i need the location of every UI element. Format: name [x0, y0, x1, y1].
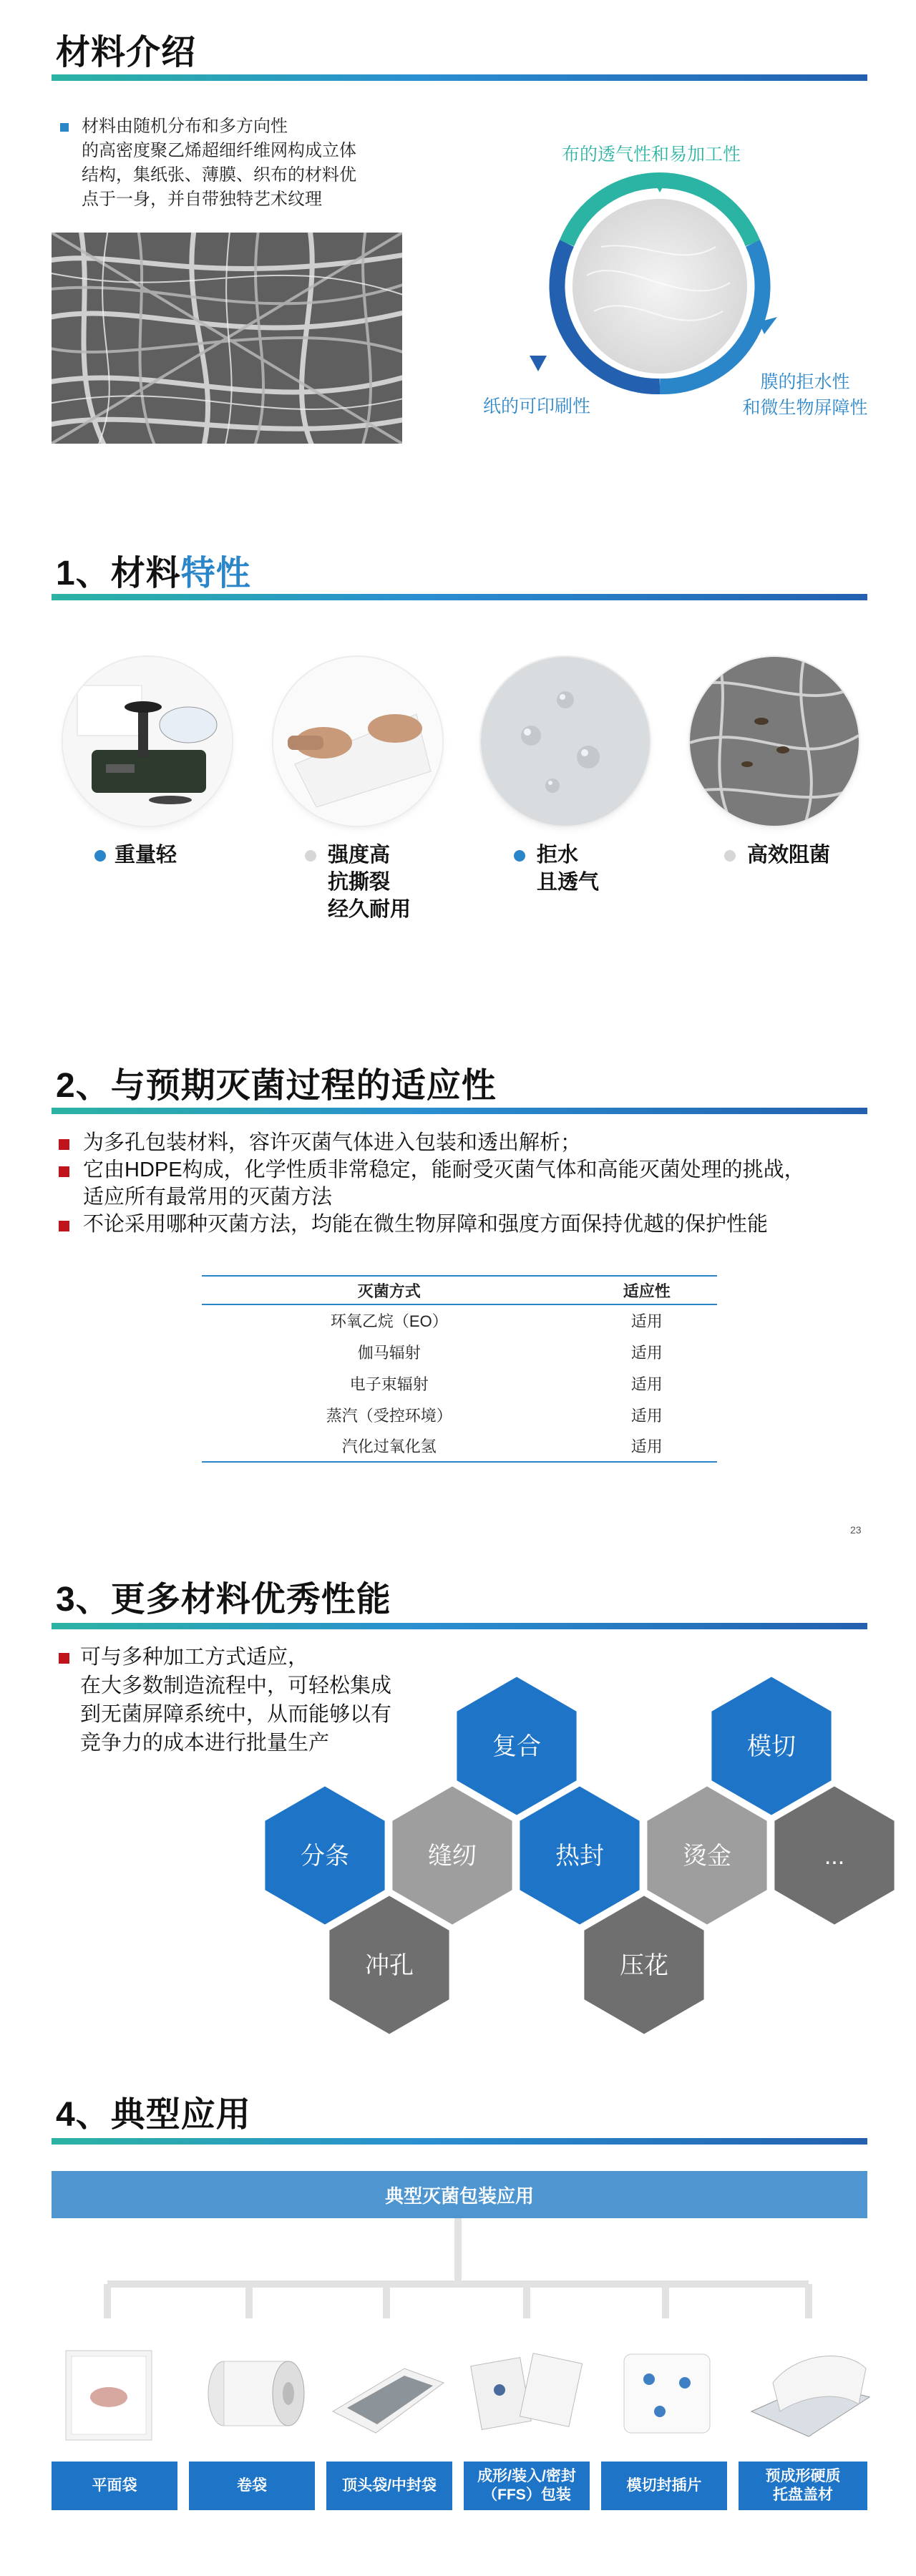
table-cell-method: 蒸汽（受控环境） [326, 1406, 452, 1425]
feature-label-4: 高效阻菌 [747, 844, 831, 867]
bullet-3 [59, 1221, 69, 1231]
intro-title: 材料介绍 [56, 34, 197, 72]
table-header-method: 灭菌方式 [202, 1276, 577, 1304]
app-button-header-bag[interactable]: 顶头袋/中封袋 [326, 2462, 452, 2510]
app-button-die-cut-lid[interactable]: 模切封插片 [601, 2462, 727, 2510]
product-image-ffs-pack [465, 2340, 587, 2447]
hex-label: 冲孔 [365, 1952, 414, 1979]
table-cell-suitability: 适用 [630, 1375, 663, 1393]
table-cell-suitability: 适用 [630, 1343, 663, 1362]
applications-title-rule [52, 2138, 867, 2145]
performance-title-rule [52, 1623, 867, 1629]
circle-label-top: 布的透气性和易加工性 [561, 145, 741, 165]
feature-dot-1 [94, 850, 106, 862]
sterilization-point-2: 它由HDPE构成，化学性质非常稳定，能耐受灭菌气体和高能灭菌处理的挑战， [83, 1158, 805, 1181]
features-title [56, 545, 251, 595]
product-image-header-bag [326, 2340, 447, 2447]
product-image-rigid-tray-lid [744, 2340, 873, 2447]
table-header-suitability: 适应性 [577, 1276, 717, 1304]
app-button-roll-pouch[interactable]: 卷袋 [189, 2462, 315, 2510]
product-image-roll [192, 2340, 306, 2447]
hex-label: 模切 [747, 1733, 796, 1760]
intro-bullet [60, 123, 69, 132]
hex-label: 缝纫 [428, 1843, 477, 1870]
table-cell-suitability: 适用 [630, 1312, 663, 1330]
features-title-rule [52, 594, 867, 600]
features-title-prefix: 1、材料 [56, 555, 181, 592]
app-button-flat-pouch[interactable]: 平面袋 [52, 2462, 177, 2510]
applications-connector-lines [0, 2218, 916, 2347]
circle-label-right: 膜的拒水性 和微生物屏障性 [742, 372, 868, 418]
table-cell-suitability: 适用 [630, 1406, 663, 1425]
table-row [202, 1304, 717, 1336]
hex-label: 复合 [492, 1733, 541, 1760]
intro-title-rule [52, 74, 867, 81]
feature-dot-4 [724, 850, 736, 862]
feature-image-water-drops [481, 657, 650, 826]
table-cell-method: 汽化过氧化氢 [202, 1430, 577, 1462]
table-row [202, 1430, 717, 1462]
product-image-die-cut-lid [610, 2340, 724, 2447]
feature-label-3: 拒水 且透气 [537, 844, 600, 894]
page-number: 23 [850, 1524, 862, 1536]
hex-label: ... [824, 1843, 845, 1870]
feature-image-tear [273, 657, 442, 826]
sterilization-table [202, 1275, 717, 1463]
performance-description: 可与多种加工方式适应， 在大多数制造流程中，可轻松集成 到无菌屏障系统中，从而能够以有 竞争力的成本进行批量生产 [80, 1646, 392, 1755]
table-row [202, 1399, 717, 1430]
intro-description: 材料由随机分布和多方向性 的高密度聚乙烯超细纤维网构成立体 结构，集纸张、薄膜、织布的材料优 点于一身，并自带独特艺术纹理 [82, 117, 356, 209]
table-row [202, 1336, 717, 1367]
product-image-flat-pouch [59, 2340, 159, 2447]
applications-header: 典型灭菌包装应用 [52, 2171, 867, 2218]
hex-label: 压花 [620, 1952, 668, 1979]
sterilization-point-1: 为多孔包装材料，容许灭菌气体进入包装和透出解析； [83, 1131, 582, 1154]
applications-title: 4、典型应用 [56, 2096, 251, 2134]
feature-image-scale [63, 657, 232, 826]
table-cell-suitability: 适用 [577, 1430, 717, 1462]
sterilization-title: 2、与预期灭菌过程的适应性 [56, 1067, 497, 1105]
circle-label-left: 纸的可印刷性 [482, 396, 590, 416]
table-cell-method: 伽马辐射 [357, 1343, 421, 1362]
bullet-1 [59, 1139, 69, 1150]
performance-title: 3、更多材料优秀性能 [56, 1581, 391, 1619]
table-cell-method: 电子束辐射 [349, 1375, 429, 1393]
bullet-2 [59, 1166, 69, 1177]
sterilization-point-2-cont: 适应所有最常用的灭菌方法 [83, 1186, 333, 1209]
feature-label-2: 强度高 抗撕裂 经久耐用 [328, 844, 411, 921]
hex-label: 分条 [301, 1843, 349, 1870]
feature-image-bacteria-barrier [690, 657, 859, 826]
app-button-rigid-tray-lid[interactable]: 预成形硬质 托盘盖材 [739, 2462, 867, 2510]
features-title-highlight: 特性 [180, 555, 251, 592]
hex-label: 热封 [555, 1843, 604, 1870]
sterilization-title-rule [52, 1108, 867, 1114]
processing-hex-grid [0, 1646, 916, 2046]
app-button-ffs-pack[interactable]: 成形/装入/密封 （FFS）包装 [464, 2462, 590, 2510]
sterilization-point-3: 不论采用哪种灭菌方法，均能在微生物屏障和强度方面保持优越的保护性能 [83, 1213, 769, 1236]
hex-label: 烫金 [683, 1843, 731, 1870]
fiber-microscope-image [52, 233, 402, 444]
table-cell-method: 环氧乙烷（EO） [330, 1312, 448, 1330]
table-row [202, 1367, 717, 1399]
feature-dot-2 [305, 850, 316, 862]
feature-dot-3 [514, 850, 525, 862]
feature-label-1: 重量轻 [114, 844, 177, 867]
